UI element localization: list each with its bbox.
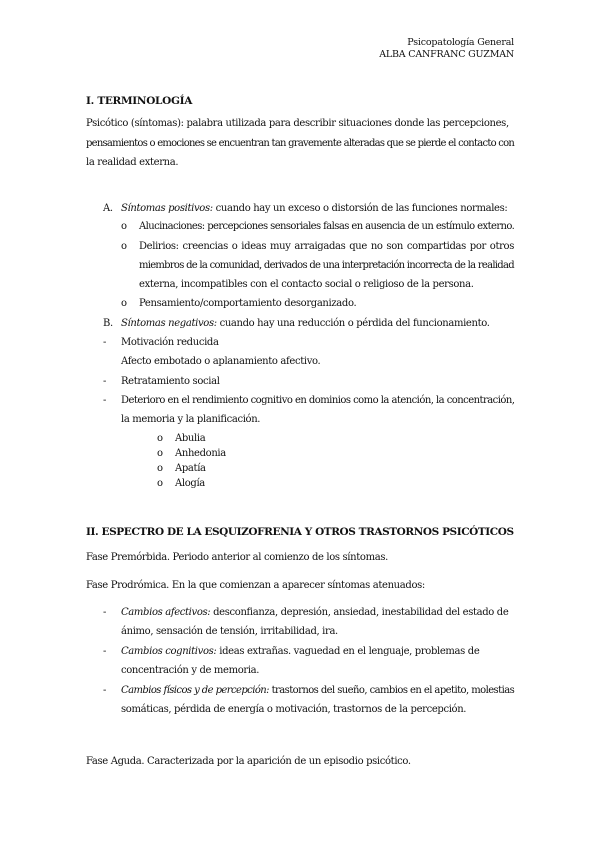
change-physical: [121, 686, 514, 696]
phase-premorbid: Fase Premórbida. Periodo anterior al comienzo de los síntomas.: [86, 552, 388, 563]
list-item-delusions-cont: miembros de la comunidad, derivados de una interpretación incorrecta de la realidad: [139, 260, 514, 271]
change-cognitive-text: ideas extrañas. vaguedad en el lenguaje, problemas de: [216, 646, 480, 657]
list-item-hallucinations: Alucinaciones: percepciones sensoriales falsas en ausencia de un estímulo externo.: [139, 221, 515, 232]
list-item-cognitive-cont: la memoria y la planificación.: [121, 414, 261, 425]
dash-bullet: -: [103, 607, 107, 618]
list-marker-b: B.: [103, 318, 113, 329]
dash-bullet: -: [103, 337, 107, 348]
negative-symptoms-text: cuando hay una reducción o pérdida del funcionamiento.: [216, 318, 490, 329]
section-title-terminology: I. TERMINOLOGÍA: [86, 95, 193, 107]
change-cognitive: [121, 647, 479, 657]
change-affective: [121, 608, 508, 618]
bullet: o: [121, 298, 127, 309]
dash-bullet: -: [103, 376, 107, 387]
phase-acute: Fase Aguda. Caracterizada por la aparición de un episodio psicótico.: [86, 756, 411, 767]
sub-item-alogia: Alogía: [175, 478, 205, 489]
list-item-delusions: Delirios: creencias o ideas muy arraigadas que no son compartidas por otros: [139, 241, 514, 252]
bullet: o: [121, 221, 127, 232]
change-affective-cont: ánimo, sensación de tensión, irritabilidad, ira.: [121, 626, 338, 637]
intro-line: la realidad externa.: [86, 157, 179, 168]
change-cognitive-label: Cambios cognitivos:: [121, 646, 217, 657]
sub-item-apatia: Apatía: [175, 463, 206, 474]
change-physical-text: trastornos del sueño, cambios en el apetito, molestias: [268, 685, 515, 696]
phase-prodromic: Fase Prodrómica. En la que comienzan a aparecer síntomas atenuados:: [86, 580, 425, 591]
intro-line: Psicótico (síntomas): palabra utilizada para describir situaciones donde las percepciones,: [86, 118, 509, 129]
list-marker-a: A.: [103, 203, 113, 214]
change-physical-label: Cambios físicos y de percepción:: [121, 685, 269, 696]
section-title-spectrum: II. ESPECTRO DE LA ESQUIZOFRENIA Y OTROS TRASTORNOS PSICÓTICOS: [86, 526, 514, 538]
header-course: Psicopatología General: [407, 37, 514, 48]
sub-item-abulia: Abulia: [175, 433, 206, 444]
sub-bullet: o: [157, 448, 163, 459]
list-item-delusions-cont: externa, incompatibles con el contacto social o religioso de la persona.: [139, 279, 474, 290]
intro-line: pensamientos o emociones se encuentran tan gravemente alteradas que se pierde el contacto con: [86, 138, 515, 149]
bullet: o: [121, 241, 127, 252]
sub-bullet: o: [157, 463, 163, 474]
change-affective-label: Cambios afectivos:: [121, 607, 211, 618]
change-affective-text: desconfianza, depresión, ansiedad, inestabilidad del estado de: [210, 607, 509, 618]
list-item-cognitive: Deterioro en el rendimiento cognitivo en dominios como la atención, la concentración,: [121, 395, 515, 406]
dash-bullet: -: [103, 395, 107, 406]
positive-symptoms-label: Síntomas positivos:: [121, 203, 213, 214]
negative-symptoms-heading: [121, 319, 490, 329]
list-item-disorganized: Pensamiento/comportamiento desorganizado.: [139, 298, 357, 309]
negative-symptoms-label: Síntomas negativos:: [121, 318, 217, 329]
positive-symptoms-text: cuando hay un exceso o distorsión de las funciones normales:: [212, 203, 508, 214]
header-author: ALBA CANFRANC GUZMAN: [379, 49, 514, 60]
sub-bullet: o: [157, 478, 163, 489]
list-item-social: Retratamiento social: [121, 376, 220, 387]
sub-bullet: o: [157, 433, 163, 444]
change-physical-cont: somáticas, pérdida de energía o motivación, trastornos de la percepción.: [121, 704, 467, 715]
positive-symptoms-heading: [121, 204, 507, 214]
sub-item-anhedonia: Anhedonia: [175, 448, 226, 459]
dash-bullet: -: [103, 646, 107, 657]
change-cognitive-cont: concentración y de memoria.: [121, 665, 260, 676]
list-item-affect: Afecto embotado o aplanamiento afectivo.: [121, 356, 321, 367]
dash-bullet: -: [103, 685, 107, 696]
list-item-motivation: Motivación reducida: [121, 337, 219, 348]
